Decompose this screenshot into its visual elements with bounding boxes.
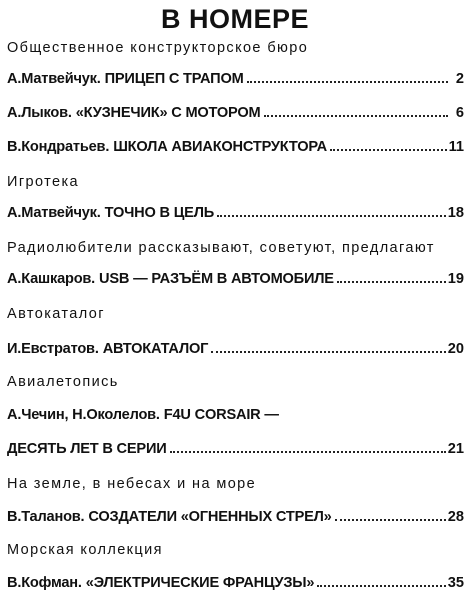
entry-title: ПРИЦЕП С ТРАПОМ [104,71,244,87]
entry-author: А.Кашкаров. [7,271,96,287]
section-heading: Автокаталог [7,306,105,322]
entry-page: 28 [447,509,464,525]
entry-page: 2 [455,71,464,87]
toc-entry[interactable] [7,506,464,528]
entry-author: А.Лыков. [7,105,72,121]
dot-leader [335,519,446,521]
section-heading: Игротека [7,174,79,190]
section-heading: На земле, в небесах и на море [7,476,257,492]
entry-page: 6 [455,105,464,121]
section-heading: Общественное конструкторское бюро [7,40,309,56]
toc-entry[interactable] [7,438,464,460]
entry-page: 21 [447,441,464,457]
entry-author: И.Евстратов. [7,341,99,357]
toc-entry[interactable] [7,338,464,360]
toc-entry[interactable] [7,404,464,426]
entry-author: А.Матвейчук. [7,71,101,87]
dot-leader [337,281,446,283]
entry-title: «ЭЛЕКТРИЧЕСКИЕ ФРАНЦУЗЫ» [85,575,315,591]
toc-entry[interactable] [7,102,464,124]
toc-entry[interactable] [7,68,464,90]
section-heading: Авиалетопись [7,374,119,390]
entry-title: ТОЧНО В ЦЕЛЬ [104,205,215,221]
toc-entry[interactable] [7,202,464,224]
dot-leader [330,149,447,151]
dot-leader [211,351,446,353]
entry-page: 35 [447,575,464,591]
entry-page: 20 [447,341,464,357]
entry-title: ДЕСЯТЬ ЛЕТ В СЕРИИ [7,441,167,457]
section-heading: Морская коллекция [7,542,163,558]
entry-author: В.Таланов. [7,509,85,525]
entry-title: USB — РАЗЪЁМ В АВТОМОБИЛЕ [99,271,334,287]
entry-author: А.Чечин, Н.Околелов. [7,407,160,423]
entry-title: «КУЗНЕЧИК» С МОТОРОМ [75,105,261,121]
entry-author: А.Матвейчук. [7,205,101,221]
entry-page: 11 [448,139,464,155]
entry-page: 18 [447,205,464,221]
dot-leader [317,585,445,587]
entry-page: 19 [447,271,464,287]
toc-entry[interactable] [7,572,464,594]
toc-entry[interactable] [7,136,464,158]
dot-leader [264,115,448,117]
entry-author: В.Кофман. [7,575,82,591]
entry-author: В.Кондратьев. [7,139,110,155]
entry-title: F4U CORSAIR — [163,407,279,423]
entry-title: СОЗДАТЕЛИ «ОГНЕННЫХ СТРЕЛ» [88,509,332,525]
section-heading: Радиолюбители рассказывают, советуют, предлагают [7,240,435,256]
toc-entry[interactable] [7,268,464,290]
dot-leader [170,451,446,453]
page-title: В НОМЕРЕ [160,4,310,34]
dot-leader [247,81,448,83]
entry-title: АВТОКАТАЛОГ [102,341,209,357]
dot-leader [217,215,446,217]
entry-title: ШКОЛА АВИАКОНСТРУКТОРА [113,139,327,155]
